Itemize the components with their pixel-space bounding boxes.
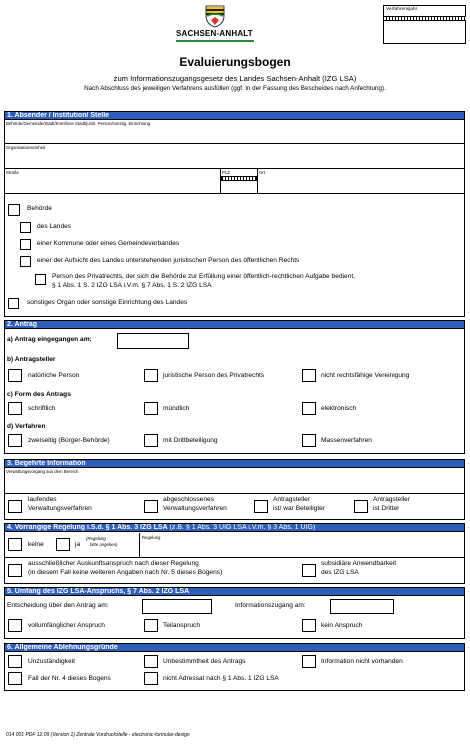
teilanspruch-label: Teilanspruch [163, 622, 201, 629]
year-digit-cells[interactable] [383, 16, 466, 21]
schriftlich-label: schriftlich [28, 405, 56, 412]
org-field-input[interactable] [5, 152, 464, 166]
juristische-person-checkbox[interactable] [144, 369, 158, 382]
dritter-label-1: Antragsteller [373, 496, 411, 503]
laufendes-label-2: Verwaltungsverfahren [28, 505, 92, 512]
beteiligter-checkbox[interactable] [254, 500, 268, 513]
massenverfahren-label: Massenverfahren [321, 437, 372, 444]
year-stamp-label: Verfahrensjahr [386, 7, 418, 12]
entscheidung-label: Entscheidung über den Antrag am: [7, 602, 109, 609]
elektronisch-checkbox[interactable] [302, 402, 316, 415]
ja-hint-1: (Regelung [86, 536, 106, 541]
drittbeteiligung-label: mit Drittbeteiligung [163, 437, 218, 444]
zugang-date-input[interactable] [330, 599, 394, 614]
des-landes-checkbox[interactable] [20, 222, 31, 233]
zweiseitig-label: zweiseitig (Bürger-Behörde) [28, 437, 110, 444]
sonstiges-checkbox[interactable] [8, 298, 19, 309]
org-field-label: Organisationseinheit [6, 145, 46, 150]
beteiligter-label-1: Antragsteller [273, 496, 311, 503]
logo-underline [176, 40, 254, 42]
strasse-field-label: Straße [6, 170, 19, 175]
aufsicht-label: einer der Aufsicht des Landes unterstehenden juristischen Person des öffentlichen Rechts [37, 257, 300, 264]
schriftlich-checkbox[interactable] [8, 402, 22, 415]
page-subtitle: zum Informationszugangsgesetz des Landes Sachsen-Anhalt (IZG LSA) [113, 74, 357, 83]
section-3-header: 3. Begehrte Information [4, 459, 465, 468]
strasse-field-input[interactable] [5, 176, 220, 190]
plz-digit-cells[interactable] [221, 176, 257, 181]
aufsicht-checkbox[interactable] [20, 256, 31, 267]
subsidiaer-label-1: subsidiäre Anwendbarkeit [321, 560, 397, 567]
verwaltungsvorgang-label: Verwaltungsvorgang aus dem Bereich [6, 469, 79, 474]
drittbeteiligung-checkbox[interactable] [144, 434, 158, 447]
unzustaendigkeit-checkbox[interactable] [8, 655, 22, 668]
behoerde-label: Behörde [27, 205, 52, 212]
abgeschlossenes-checkbox[interactable] [144, 500, 158, 513]
ja-hint-2: bitte angeben) [90, 542, 118, 547]
form-antrag-heading: c) Form des Antrags [7, 391, 71, 398]
ort-field-label: Ort [259, 170, 265, 175]
abgeschlossenes-label-1: abgeschlossenes [163, 496, 214, 503]
dritter-checkbox[interactable] [354, 500, 368, 513]
keine-label: keine [28, 541, 44, 548]
nicht-vorhanden-checkbox[interactable] [302, 655, 316, 668]
nicht-vorhanden-label: Information nicht vorhanden [321, 658, 403, 665]
muendlich-label: mündlich [163, 405, 190, 412]
subsidiaer-checkbox[interactable] [302, 564, 316, 577]
privatrecht-checkbox[interactable] [35, 274, 46, 285]
regelung-label: Regelung [142, 535, 161, 540]
beteiligter-label-2: ist/ war Beteiligter [273, 505, 326, 512]
ja-checkbox[interactable] [56, 538, 70, 551]
vollumfaenglich-label: vollumfänglicher Anspruch [28, 622, 105, 629]
section-4-header: 4. Vorrangige Regelung i.S.d. § 1 Abs. 3 IZG LSA (z.B. § 1 Abs. 3 UIG LSA i.V.m. § 3 Abs. 1 UIG) [4, 523, 465, 532]
ausschliesslich-checkbox[interactable] [8, 564, 22, 577]
behoerde-field-input[interactable] [5, 128, 464, 142]
section-1-header: 1. Absender / Institution/ Stelle [4, 111, 465, 120]
year-stamp-box[interactable] [383, 5, 466, 44]
juristische-person-label: juristische Person des Privatrechts [163, 372, 265, 379]
coat-of-arms-logo [203, 4, 227, 28]
nicht-rechtsfaehig-checkbox[interactable] [302, 369, 316, 382]
massenverfahren-checkbox[interactable] [302, 434, 316, 447]
verwaltungsvorgang-input[interactable] [5, 476, 464, 492]
privatrecht-label-line1: Person des Privatrechts, der sich die Behörde zur Erfüllung einer öffentlich-rechtlichen Aufgabe bedient, [52, 273, 355, 280]
abgeschlossenes-label-2: Verwaltungsverfahren [163, 505, 227, 512]
laufendes-label-1: laufendes [28, 496, 57, 503]
vollumfaenglich-checkbox[interactable] [8, 619, 22, 632]
section-2-header: 2. Antrag [4, 320, 465, 329]
ausschliesslich-label-1: ausschließlicher Auskunftsanspruch nach dieser Regelung [28, 560, 199, 567]
kommune-label: einer Kommune oder eines Gemeindeverbandes [37, 240, 180, 247]
nicht-adressat-label: nicht Adressat nach § 1 Abs. 1 IZG LSA [163, 675, 279, 682]
privatrecht-label-line2: § 1 Abs. 1 S. 2 IZG LSA i.V.m. § 7 Abs. 1 S. 2 IZG LSA [52, 282, 212, 289]
elektronisch-label: elektronisch [321, 405, 357, 412]
muendlich-checkbox[interactable] [144, 402, 158, 415]
kein-anspruch-label: kein Anspruch [321, 622, 363, 629]
kein-anspruch-checkbox[interactable] [302, 619, 316, 632]
antrag-eingegangen-label: a) Antrag eingegangen am: [7, 336, 92, 343]
ausschliesslich-label-2: (in diesem Fall keine weiteren Angaben nach Nr. 5 dieses Bogens) [28, 569, 223, 576]
unbestimmtheit-checkbox[interactable] [144, 655, 158, 668]
keine-checkbox[interactable] [8, 538, 22, 551]
antrag-eingegangen-date-input[interactable] [117, 333, 189, 349]
section-5-frame [4, 587, 465, 639]
antragsteller-heading: b) Antragsteller [7, 356, 56, 363]
plz-field-label: PLZ [222, 170, 230, 175]
footer-form-id: 014 001 PDF 12.09 (Version 1) Zentrale Vordruckstelle - electronic-formular-design [6, 732, 190, 738]
unbestimmtheit-label: Unbestimmtheit des Antrags [163, 658, 246, 665]
kommune-checkbox[interactable] [20, 239, 31, 250]
laufendes-checkbox[interactable] [8, 500, 22, 513]
nicht-rechtsfaehig-label: nicht rechtsfähige Vereinigung [321, 372, 410, 379]
dritter-label-2: ist Dritter [373, 505, 400, 512]
logo-text: SACHSEN-ANHALT [176, 29, 253, 38]
behoerde-checkbox[interactable] [8, 204, 20, 216]
verfahren-heading: d) Verfahren [7, 423, 46, 430]
page-title: Evaluierungsbogen [179, 55, 291, 69]
regelung-input[interactable] [140, 541, 464, 556]
entscheidung-date-input[interactable] [142, 599, 212, 614]
behoerde-field-label: Behörde/Gemeinde/Stadt/Kreisfreie Stadt/jurist. Person/sonstig. Einrichtung [6, 121, 151, 126]
natuerliche-person-checkbox[interactable] [8, 369, 22, 382]
zweiseitig-checkbox[interactable] [8, 434, 22, 447]
fall-nr4-label: Fall der Nr. 4 dieses Bogens [28, 675, 111, 682]
page-note: Nach Abschluss des jeweiligen Verfahrens ausfüllen (ggf. in der Fassung des Bescheides nach Anfechtung). [84, 85, 386, 92]
fall-nr4-checkbox[interactable] [8, 672, 22, 685]
nicht-adressat-checkbox[interactable] [144, 672, 158, 685]
section-5-header: 5. Umfang des IZG LSA-Anspruchs, § 7 Abs. 2 IZG LSA [4, 587, 465, 596]
teilanspruch-checkbox[interactable] [144, 619, 158, 632]
zugang-label: Informationszugang am: [235, 602, 306, 609]
subsidiaer-label-2: des IZG LSA [321, 569, 359, 576]
des-landes-label: des Landes [37, 223, 72, 230]
ja-label: ja [75, 541, 81, 548]
section-6-header: 6. Allgemeine Ablehnungsgründe [4, 643, 465, 652]
unzustaendigkeit-label: Unzuständigkeit [28, 658, 75, 665]
sonstiges-label: sonstiges Organ oder sonstige Einrichtung des Landes [27, 299, 188, 306]
natuerliche-person-label: natürliche Person [28, 372, 80, 379]
ort-field-input[interactable] [258, 176, 464, 190]
section-6-frame [4, 643, 465, 691]
